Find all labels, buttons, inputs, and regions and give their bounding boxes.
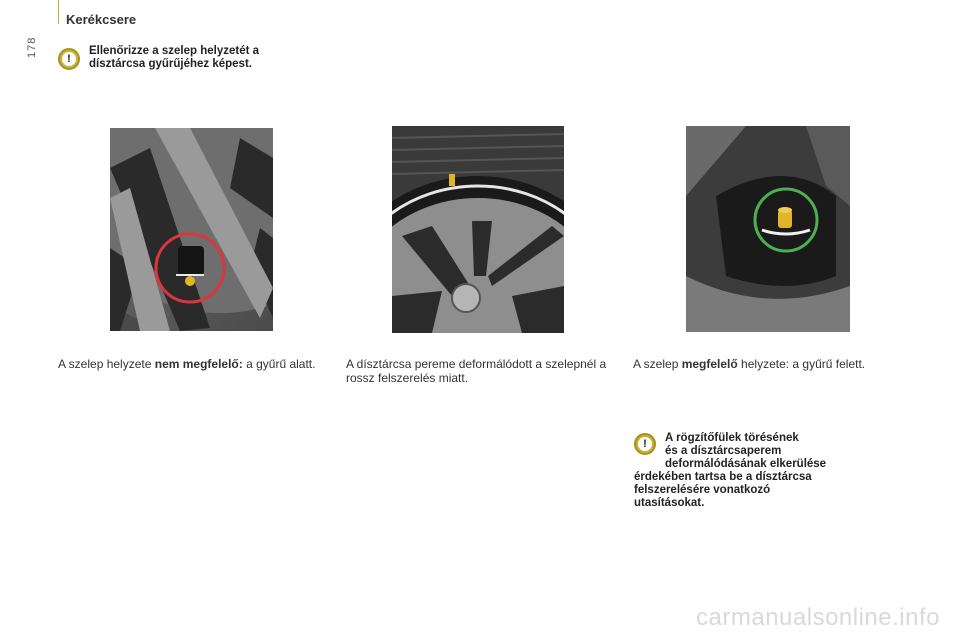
warning-bottom-line: és a dísztárcsaperem: [665, 445, 782, 457]
warning-bottom-line: utasításokat.: [634, 497, 705, 509]
warning-glyph: !: [62, 52, 76, 66]
warning-icon: [58, 48, 80, 70]
margin-rule: [58, 0, 59, 24]
warning-bottom-line: felszerelésére vonatkozó: [634, 484, 771, 496]
warning-bottom-line: deformálódásának elkerülése: [665, 458, 827, 470]
caption-text: A szelep helyzete: [58, 357, 155, 371]
photo-incorrect-valve: [110, 128, 273, 331]
caption-bold: nem megfelelő:: [154, 357, 243, 371]
photo-deformed-rim: [392, 126, 564, 333]
warning-bottom-text: [634, 471, 812, 510]
warning-glyph: !: [638, 437, 652, 451]
warning-bottom-text-indent: [665, 432, 826, 471]
section-title: Kerékcsere: [66, 12, 137, 27]
caption-text: A dísztárcsa pereme deformálódott a szelepnél a rossz felszerelés miatt.: [346, 357, 607, 385]
warning-bottom-line: érdekében tartsa be a dísztárcsa: [634, 471, 812, 483]
caption-bold: megfelelő: [681, 357, 738, 371]
caption-text: a gyűrű alatt.: [242, 357, 316, 371]
caption-correct-valve: [633, 357, 893, 371]
warning-icon: [634, 433, 656, 455]
caption-text: helyzete: a gyűrű felett.: [737, 357, 866, 371]
watermark: carmanualsonline.info: [696, 604, 940, 631]
wheel-illustration: [392, 126, 564, 333]
warning-bottom-line: A rögzítőfülek törésének: [665, 432, 799, 444]
warning-top-line: Ellenőrizze a szelep helyzetét a: [89, 45, 260, 57]
page-number: 178: [26, 36, 38, 58]
warning-top-line: dísztárcsa gyűrűjéhez képest.: [89, 58, 252, 70]
caption-deformed-rim: [346, 357, 608, 385]
wheel-illustration: [110, 128, 273, 331]
caption-incorrect-valve: [58, 357, 318, 371]
warning-top-text: [89, 45, 259, 71]
photo-correct-valve: [686, 126, 850, 332]
wheel-illustration: [686, 126, 850, 332]
caption-text: A szelep: [633, 357, 682, 371]
